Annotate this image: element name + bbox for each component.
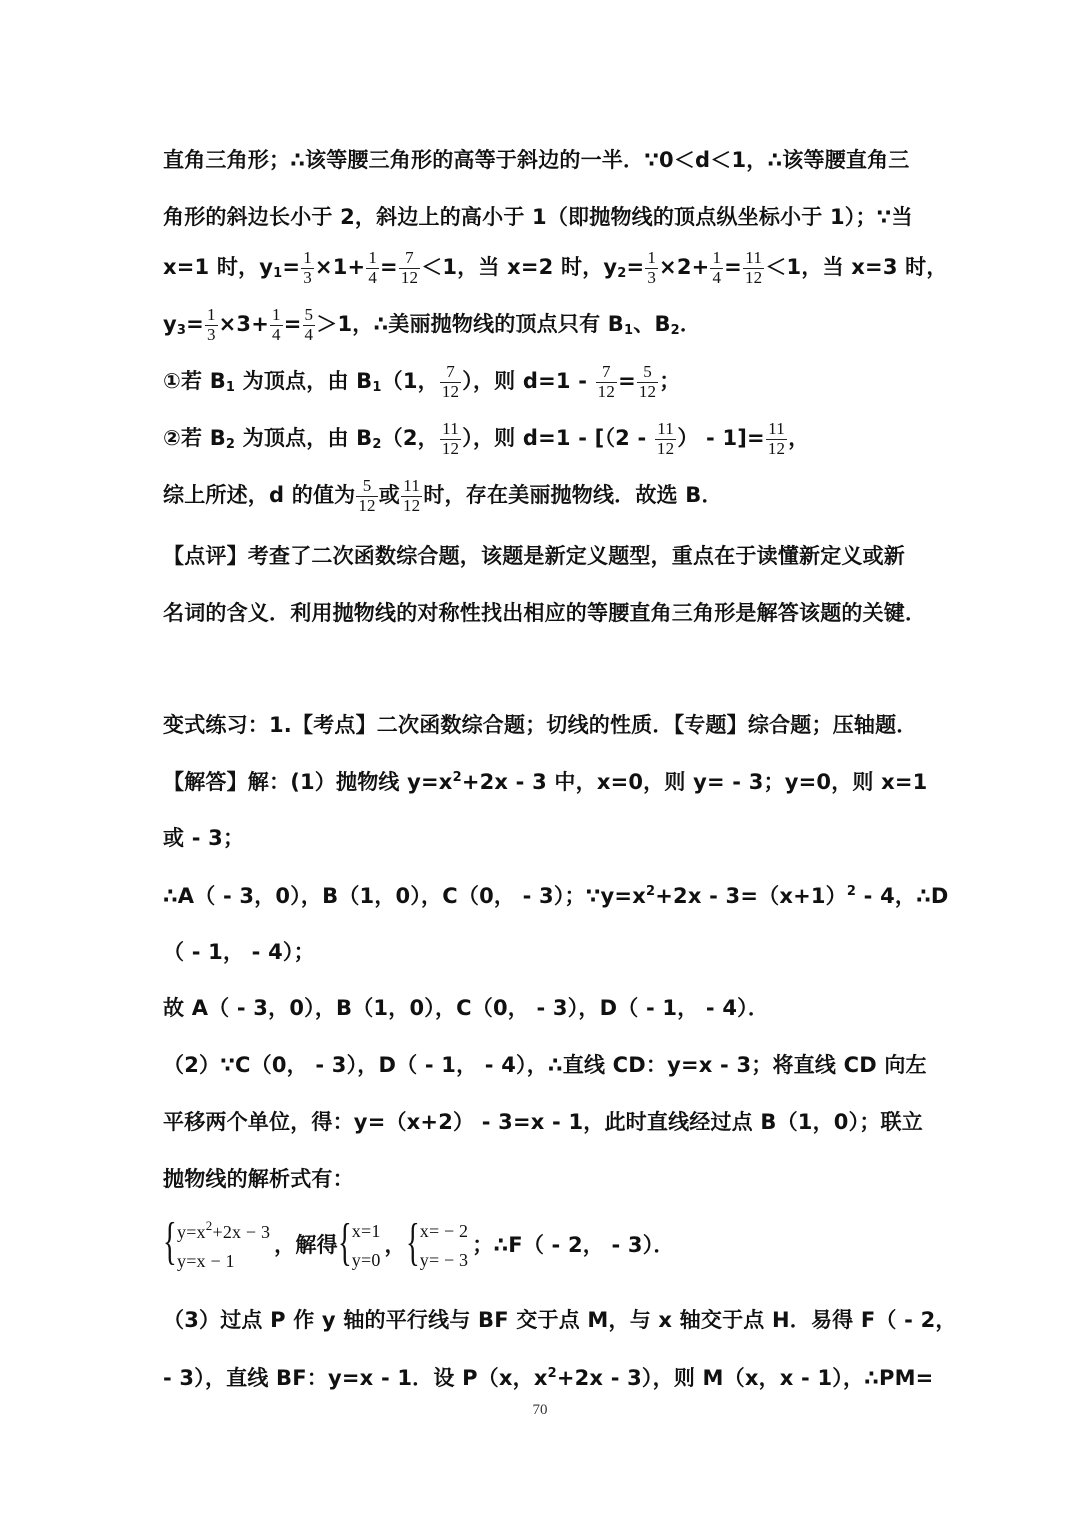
text-line-18: 抛物线的解析式有：: [163, 1167, 354, 1191]
fraction: $\frac{7}{12}$: [400, 248, 419, 287]
text-line-11: 【解答】解：(1）抛物线 $y=x^2+2x - 3$ 中，x=0，则 y= - 3；y=0，则 x=1: [163, 770, 928, 794]
text-line-16: （2）∵C（0， - 3），D（ - 1， - 4），∴直线 CD：y=x - 3；将直线 CD 向左: [163, 1053, 927, 1077]
text-line-17: 平移两个单位，得：y=（x+2） - 3=x - 1，此时直线经过点 B（1，0）；联立: [163, 1110, 923, 1134]
page-number: 70: [532, 1402, 548, 1418]
fraction: $\frac{11}{12}$: [441, 419, 460, 458]
fraction: $\frac{11}{12}$: [402, 476, 421, 515]
text-line-10: 变式练习：1.【考点】二次函数综合题；切线的性质．【专题】综合题；压轴题．: [163, 713, 918, 737]
text-line-8: 【点评】考查了二次函数综合题，该题是新定义题型，重点在于读懂新定义或新: [163, 544, 905, 568]
text-line-14: （ - 1， - 4）；: [163, 940, 315, 964]
text-line-7: 综上所述，d 的值为 $\frac{5}{12}$ 或 $\frac{11}{12}$ 时，存在美丽抛物线．故选 B．: [163, 476, 723, 515]
equation-system: { x= − 2 y= − 3: [405, 1214, 469, 1271]
fraction: $\frac{1}{4}$: [712, 248, 722, 287]
equation-system: { x=1 y=0: [337, 1214, 381, 1271]
fraction: $\frac{5}{12}$: [358, 476, 376, 515]
text-line-4: $y_3=$ $\frac{1}{3}$ ×3+ $\frac{1}{4}$ = $\frac{5}{4}$ ＞1，∴美丽抛物线的顶点只有 $B_1$、$B_2$．: [163, 305, 702, 344]
text-line-5: ①若 $B_1$ 为顶点，由 $B_1(1$， $\frac{7}{12}$ ），则 d=1 - $\frac{7}{12}$ = $\frac{5}{12}$ ；: [163, 362, 681, 401]
text-line-13: ∴A（ - 3，0），B（1，0），C（0， - 3）；$\because y=x^2+2x - 3=(x+1)^2 - 4$，∴D: [163, 884, 949, 908]
text-line-20: （3）过点 P 作 y 轴的平行线与 BF 交于点 M，与 x 轴交于点 H．易得 F（ - 2，: [163, 1308, 957, 1332]
text-line-15: 故 A（ - 3，0），B（1，0），C（0， - 3），D（ - 1， - 4）．: [163, 996, 770, 1020]
fraction: $\frac{7}{12}$: [597, 362, 616, 401]
fraction: $\frac{1}{3}$: [303, 248, 312, 287]
text-line-2: 角形的斜边长小于 2，斜边上的高小于 1（即抛物线的顶点纵坐标小于 1）；∵当: [163, 205, 913, 229]
fraction: $\frac{1}{3}$: [647, 248, 657, 287]
fraction: $\frac{1}{3}$: [206, 305, 216, 344]
text-line-12: 或 - 3；: [163, 826, 245, 850]
text-line-6: ②若 $B_2$ 为顶点，由 $B_2(2$， $\frac{11}{12}$ ），则 d=1 - [（2 - $\frac{11}{12}$ ） - 1]= $\frac{11}{12}$ ，: [163, 419, 810, 458]
text-line-3: x=1 时，$y_1=$ $\frac{1}{3}$ ×1+ $\frac{1}{4}$ = $\frac{7}{12}$ ＜1，当 x=2 时，$y_2=$ $\frac{1}{3}$ ×2+ $\frac{1}{4}$ = $\frac{11}{12}$ ＜1，当 x=3 时，: [163, 248, 948, 287]
fraction: $\frac{11}{12}$: [744, 248, 763, 287]
fraction: $\frac{7}{12}$: [441, 362, 460, 401]
fraction: $\frac{5}{4}$: [304, 305, 314, 344]
fraction: $\frac{5}{12}$: [638, 362, 657, 401]
fraction: $\frac{11}{12}$: [656, 419, 675, 458]
brace-icon: {: [163, 1213, 177, 1270]
brace-icon: {: [337, 1214, 352, 1271]
equation-system: { $y=x^2+2x - 3$ y=x − 1: [163, 1213, 271, 1271]
fraction: $\frac{11}{12}$: [767, 419, 786, 458]
text-line-9: 名词的含义．利用抛物线的对称性找出相应的等腰直角三角形是解答该题的关键．: [163, 601, 927, 625]
brace-icon: {: [405, 1214, 420, 1271]
fraction: $\frac{1}{4}$: [272, 305, 281, 344]
text-line-21: - 3），直线 BF：y=x - 1．设 P（x，$x^2+2x - 3$），则 M（x，x - 1），∴PM=: [163, 1366, 934, 1390]
text-line-1: 直角三角形；∴该等腰三角形的高等于斜边的一半．∵0＜d＜1，∴该等腰直角三: [163, 148, 910, 172]
fraction: $\frac{1}{4}$: [368, 248, 378, 287]
text-line-19: { $y=x^2+2x - 3$ y=x − 1 ，解得 { x=1 y=0 ， { x= − 2 y= − 3 ；∴F（ - 2， - 3）．: [163, 1216, 675, 1276]
